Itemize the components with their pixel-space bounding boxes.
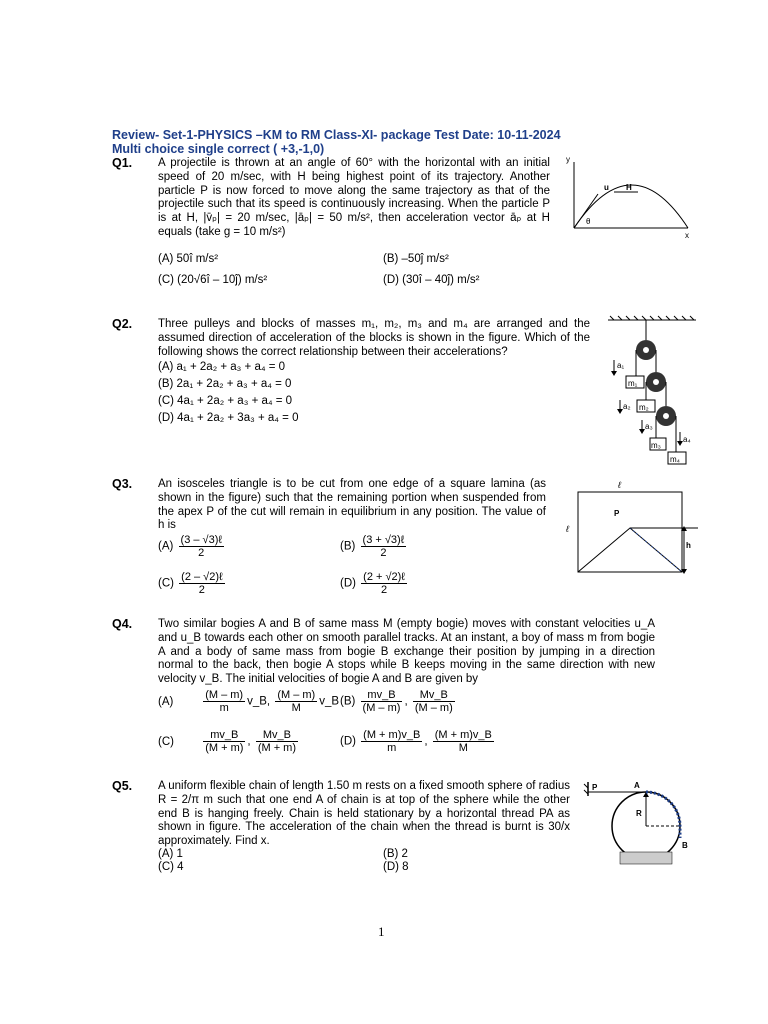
fraction-denominator: (M + m) (205, 742, 244, 754)
option-a: (A) 50î m/s² (158, 253, 219, 265)
option-fraction (203, 689, 245, 714)
test-header: Review- Set-1-PHYSICS –KM to RM Class-XI- package Test Date: 10-11-2024 (112, 128, 561, 142)
option-c: (C) 4 (158, 861, 184, 873)
axis-x-label: x (685, 231, 689, 240)
option-b: (B) 2 (383, 848, 408, 860)
side-length-label: ℓ (618, 480, 621, 490)
question-text: A uniform flexible chain of length 1.50 m rests on a fixed smooth sphere of radius R = 2/π m such that one end A of chain is at top of the sphere while the other end B is hanging freely. Chain is held stationary by a horizontal thread PA as shown in figure. The acceleration of the chain when the thread is burnt is 30/x approximately. Find x. (158, 780, 570, 848)
axis-y-label: y (566, 155, 570, 164)
option-b (340, 534, 408, 559)
fraction-denominator: M (458, 742, 468, 754)
projectile-figure (564, 152, 696, 242)
accel-a1-label: a₁ (617, 361, 625, 370)
question-text: An isosceles triangle is to be cut from one edge of a square lamina (as shown in the figure) such that the remaining portion when suspended from the apex P of the cut will remain in equilibrium in any position. The value of h is (158, 478, 546, 532)
option-label: (A) (158, 695, 174, 708)
option-fraction (256, 729, 298, 754)
point-a-label: A (634, 781, 640, 790)
question-number: Q5. (112, 779, 133, 793)
fraction-numerator: (3 – √3)ℓ (180, 534, 222, 546)
question-text: A projectile is thrown at an angle of 60° with the horizontal with an initial speed of 20 m/sec, with H being highest point of its trajectory. Another particle P is now forced to move along the same trajectory as that of the projectile such that its speed is continuously increasing. When the particle P is at H, |v̄ₚ| = 20 m/sec, |āₚ| = 50 m/s², then acceleration vector āₚ at H equals (take g = 10 m/s²) (158, 157, 550, 238)
option-fraction (179, 534, 224, 559)
option-fraction (413, 689, 455, 714)
option-fraction (275, 689, 317, 714)
fraction-numerator: Mv_B (413, 689, 455, 702)
question-text: Two similar bogies A and B of same mass M (empty bogie) moves with constant velocities u_A and u_B towards each other on smooth parallel tracks. At an instant, a boy of mass m from bogie A and a body of same mass from bogie B exchange their position by jumping in a direction normal to the back, then bogie A stops while B keeps moving in the same direction with new velocity v_B. The initial velocities of bogie A and B are given by (158, 618, 655, 686)
fraction-denominator: m (219, 702, 229, 714)
side-length-label: ℓ (566, 524, 569, 534)
fraction-denominator: (M + m) (257, 742, 297, 754)
fraction-numerator: (M + m)v_B (434, 729, 492, 741)
option-d: (D) 8 (383, 861, 409, 873)
option-label: (B) (340, 540, 356, 553)
question-number: Q2. (112, 317, 133, 331)
block-m2-label: m₂ (639, 403, 649, 412)
fraction-numerator: (M – m) (205, 689, 244, 701)
question-text: Three pulleys and blocks of masses m₁, m₂, m₃ and m₄ are arranged and the assumed direction of acceleration of the blocks is shown in the figure. Which of the following shows the correct relationship between their accelerations? (158, 318, 590, 358)
angle-label: θ (586, 217, 591, 226)
block-m3-label: m₃ (651, 441, 661, 450)
option-d (340, 729, 496, 754)
option-fraction (361, 534, 407, 559)
option-label: (D) (340, 577, 356, 590)
radius-r-label: R (636, 809, 642, 818)
fraction-denominator: M (291, 702, 301, 714)
block-m1-label: m₁ (628, 379, 638, 388)
option-c: (C) (20√6î – 10ĵ) m/s² (158, 274, 268, 286)
fraction-numerator: mv_B (203, 729, 245, 742)
option-a: (A) a₁ + 2a₂ + a₃ + a₄ = 0 (158, 361, 286, 373)
sphere-chain-figure (582, 778, 698, 870)
option-fraction (179, 571, 224, 596)
option-suffix: , (424, 735, 428, 748)
fraction-numerator: (M – m) (277, 689, 316, 701)
pulley-figure (606, 314, 698, 466)
option-fraction (361, 689, 403, 714)
question-number: Q4. (112, 617, 133, 631)
option-c (158, 729, 300, 754)
accel-a3-label: a₃ (645, 422, 653, 431)
option-b: (B) 2a₁ + 2a₂ + a₃ + a₄ = 0 (158, 378, 292, 390)
option-fraction (433, 729, 494, 754)
option-a: (A) 1 (158, 848, 183, 860)
highest-point-label: H (626, 183, 632, 192)
fraction-numerator: (3 + √3)ℓ (362, 534, 405, 546)
option-suffix: v_B (319, 695, 340, 708)
option-label: (C) (158, 577, 174, 590)
point-b-label: B (682, 841, 688, 850)
block-m4-label: m₄ (670, 455, 680, 464)
option-d: (D) (30î – 40ĵ) m/s² (383, 274, 480, 286)
option-suffix: v_B, (247, 695, 271, 708)
fraction-numerator: (2 – √2)ℓ (181, 571, 223, 583)
option-d (340, 571, 409, 596)
option-b (340, 689, 457, 714)
fraction-denominator: m (387, 742, 397, 754)
section-header: Multi choice single correct ( +3,-1,0) (112, 142, 325, 156)
option-a (158, 534, 226, 559)
option-fraction (361, 571, 407, 596)
option-suffix: , (247, 735, 251, 748)
option-c: (C) 4a₁ + 2a₂ + a₃ + a₄ = 0 (158, 395, 293, 407)
height-h-label: h (686, 541, 691, 550)
fraction-denominator: 2 (198, 547, 205, 559)
velocity-label: u (604, 183, 609, 192)
option-d: (D) 4a₁ + 2a₂ + 3a₃ + a₄ = 0 (158, 412, 299, 424)
option-label: (D) (340, 735, 356, 748)
option-b: (B) –50ĵ m/s² (383, 253, 449, 265)
option-a (158, 689, 339, 714)
apex-p-label: P (614, 509, 620, 518)
page-number: 1 (378, 924, 385, 939)
question-number: Q1. (112, 156, 133, 170)
question-number: Q3. (112, 477, 133, 491)
option-label: (B) (340, 695, 356, 708)
fraction-denominator: 2 (198, 584, 205, 596)
lamina-figure (562, 476, 698, 576)
option-label: (A) (158, 540, 174, 553)
accel-a2-label: a₂ (623, 402, 631, 411)
fraction-denominator: (M – m) (362, 702, 401, 714)
option-fraction (203, 729, 245, 754)
fraction-denominator: 2 (380, 547, 387, 559)
fraction-denominator: (M – m) (414, 702, 453, 714)
accel-a4-label: a₄ (683, 435, 691, 444)
fraction-numerator: Mv_B (256, 729, 298, 742)
option-label: (C) (158, 735, 174, 748)
point-p-label: P (592, 783, 598, 792)
fraction-denominator: 2 (380, 584, 388, 596)
fraction-numerator: (2 + √2)ℓ (363, 571, 405, 583)
fraction-numerator: (M + m)v_B (363, 729, 421, 741)
option-suffix: , (404, 695, 408, 708)
option-c (158, 571, 227, 596)
option-fraction (361, 729, 422, 754)
fraction-numerator: mv_B (361, 689, 403, 702)
